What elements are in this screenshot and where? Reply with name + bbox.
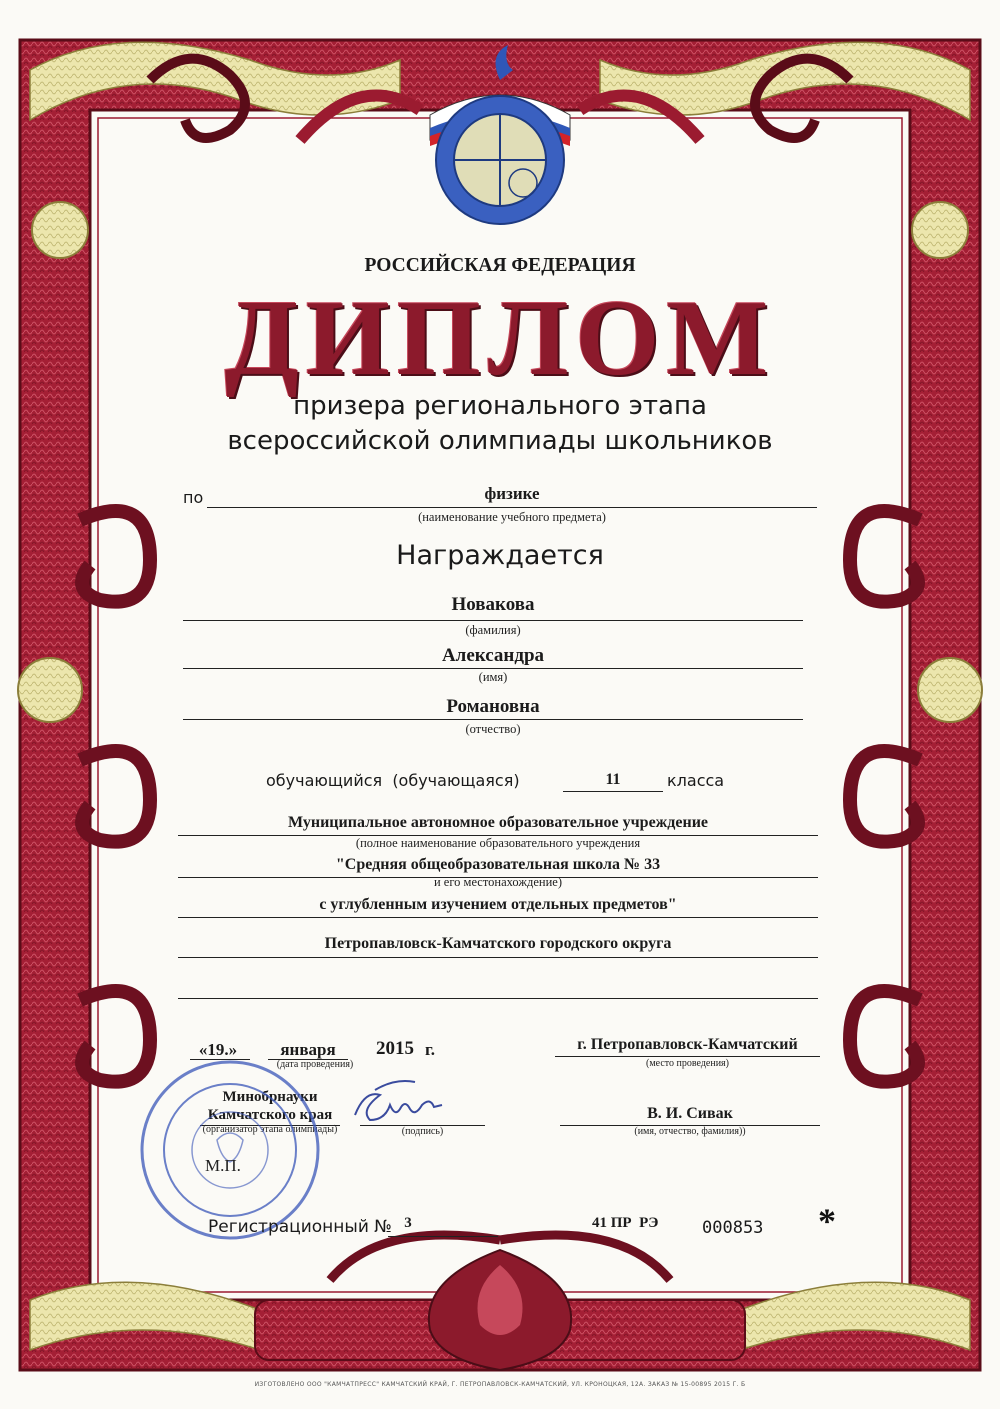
school-line-4: [178, 957, 818, 958]
date-year-suffix: г.: [424, 1040, 436, 1059]
signer-caption: (имя, отчество, фамилия)): [634, 1126, 746, 1137]
printer-imprint: ИЗГОТОВЛЕНО ООО "КАМЧАТПРЕСС" КАМЧАТСКИЙ КРАЙ, Г. ПЕТРОПАВЛОВСК-КАМЧАТСКИЙ, УЛ. КРОНОЦКАЯ, 12А. ЗАКАЗ № 15-00895 2015 Г. Б: [254, 1381, 746, 1388]
handwritten-signature: [345, 1075, 455, 1130]
registration-value: 3: [404, 1215, 412, 1231]
patronymic-caption: (отчество): [465, 722, 521, 736]
organizer-line2: Камчатского края: [207, 1107, 333, 1123]
school-line2-value: "Средняя общеобразовательная школа № 33: [335, 856, 661, 873]
class-prefix: обучающийся (обучающаяся): [266, 771, 520, 790]
serial-series: 41 ПР РЭ: [592, 1215, 659, 1231]
school-line1-value: Муниципальное автономное образовательное учреждение: [287, 814, 709, 831]
school-line-3: [178, 917, 818, 918]
date-year: 2015: [376, 1038, 414, 1059]
diploma-title: ДИПЛОМ: [224, 279, 776, 398]
place-value: г. Петропавловск-Камчатский: [577, 1036, 798, 1053]
school-line3-value: с углубленным изучением отдельных предметов": [319, 896, 677, 913]
registration-line: [388, 1236, 498, 1237]
subject-prefix: по: [183, 488, 204, 507]
school-caption-1: (полное наименование образовательного учреждения: [355, 836, 641, 850]
country-heading: РОССИЙСКАЯ ФЕДЕРАЦИЯ: [364, 255, 636, 276]
place-line: [555, 1056, 820, 1057]
date-caption: (дата проведения): [276, 1059, 354, 1070]
name-line: [183, 668, 803, 669]
place-caption: (место проведения): [645, 1058, 729, 1069]
patronymic-line: [183, 719, 803, 720]
subtitle-line2: всероссийской олимпиады школьников: [227, 426, 773, 456]
signature-caption: (подпись): [401, 1126, 444, 1137]
stamp-mark: М.П.: [205, 1156, 241, 1175]
subtitle-line1: призера регионального этапа: [293, 391, 707, 421]
serial-number: 000853: [702, 1218, 764, 1238]
school-line-5: [178, 998, 818, 999]
surname-line: [183, 620, 803, 621]
organizer-caption: (организатор этапа олимпиады): [202, 1124, 338, 1135]
school-caption-2: и его местонахождение): [433, 875, 562, 889]
date-day: «19.»: [198, 1040, 238, 1059]
subject-caption: (наименование учебного предмета): [418, 510, 606, 524]
subject-value: физике: [484, 484, 540, 503]
class-value: 11: [605, 771, 621, 788]
date-month: января: [280, 1040, 336, 1059]
surname-caption: (фамилия): [465, 623, 521, 637]
class-line: [563, 791, 663, 792]
surname-value: Новакова: [451, 594, 535, 615]
patronymic-value: Романовна: [446, 696, 540, 717]
signer-value: В. И. Сивак: [647, 1105, 733, 1122]
school-line4-value: Петропавловск-Камчатского городского округа: [324, 935, 672, 952]
name-value: Александра: [441, 645, 545, 666]
name-caption: (имя): [478, 670, 508, 684]
awarded-label: Награждается: [396, 540, 604, 571]
organizer-line1: Минобрнауки: [222, 1089, 318, 1105]
class-suffix: класса: [667, 771, 725, 790]
subject-line: [207, 507, 817, 508]
serial-mark: *: [818, 1201, 836, 1241]
registration-label: Регистрационный №: [208, 1217, 392, 1237]
